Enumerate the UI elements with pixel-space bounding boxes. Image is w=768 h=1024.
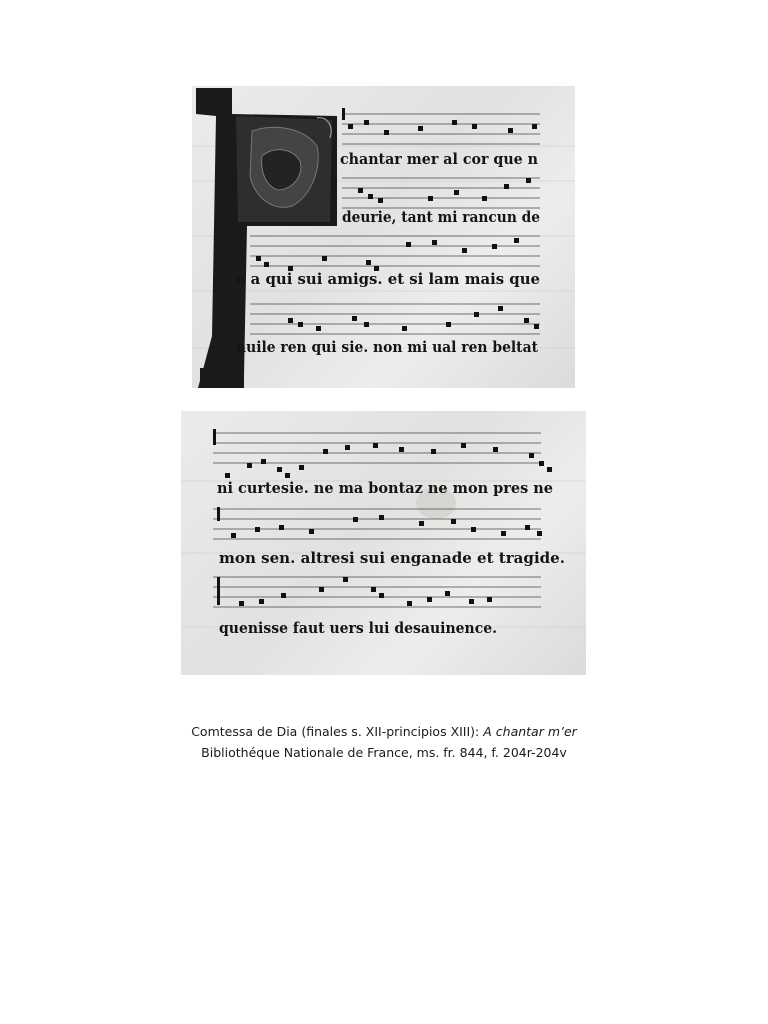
manuscript-line-6: mon sen. altresi sui enganade et tragide. [219, 549, 565, 567]
manuscript-line-5: ni curtesie. ne ma bontaz ne mon pres ne [217, 479, 553, 497]
manuscript-line-2: deurie, tant mi rancun de [342, 208, 540, 226]
caption-line-1 [0, 721, 768, 742]
manuscript-image-204v [181, 411, 586, 675]
manuscript-line-1: chantar mer al cor que n [340, 150, 539, 168]
caption-attribution: Comtessa de Dia (finales s. XII-principios XIII): [191, 724, 484, 739]
caption-line-2: Bibliothéque Nationale de France, ms. fr. 844, f. 204r-204v [201, 745, 567, 760]
manuscript-line-4: nuile ren qui sie. non mi ual ren beltat [236, 338, 539, 356]
caption-song-title: A chantar m’er [483, 724, 577, 739]
figure-caption [0, 721, 768, 763]
manuscript-line-3: e a qui sui amigs. et si lam mais que [236, 270, 540, 288]
manuscript-image-204r [192, 86, 575, 388]
manuscript-line-7: quenisse faut uers lui desauinence. [219, 619, 497, 637]
